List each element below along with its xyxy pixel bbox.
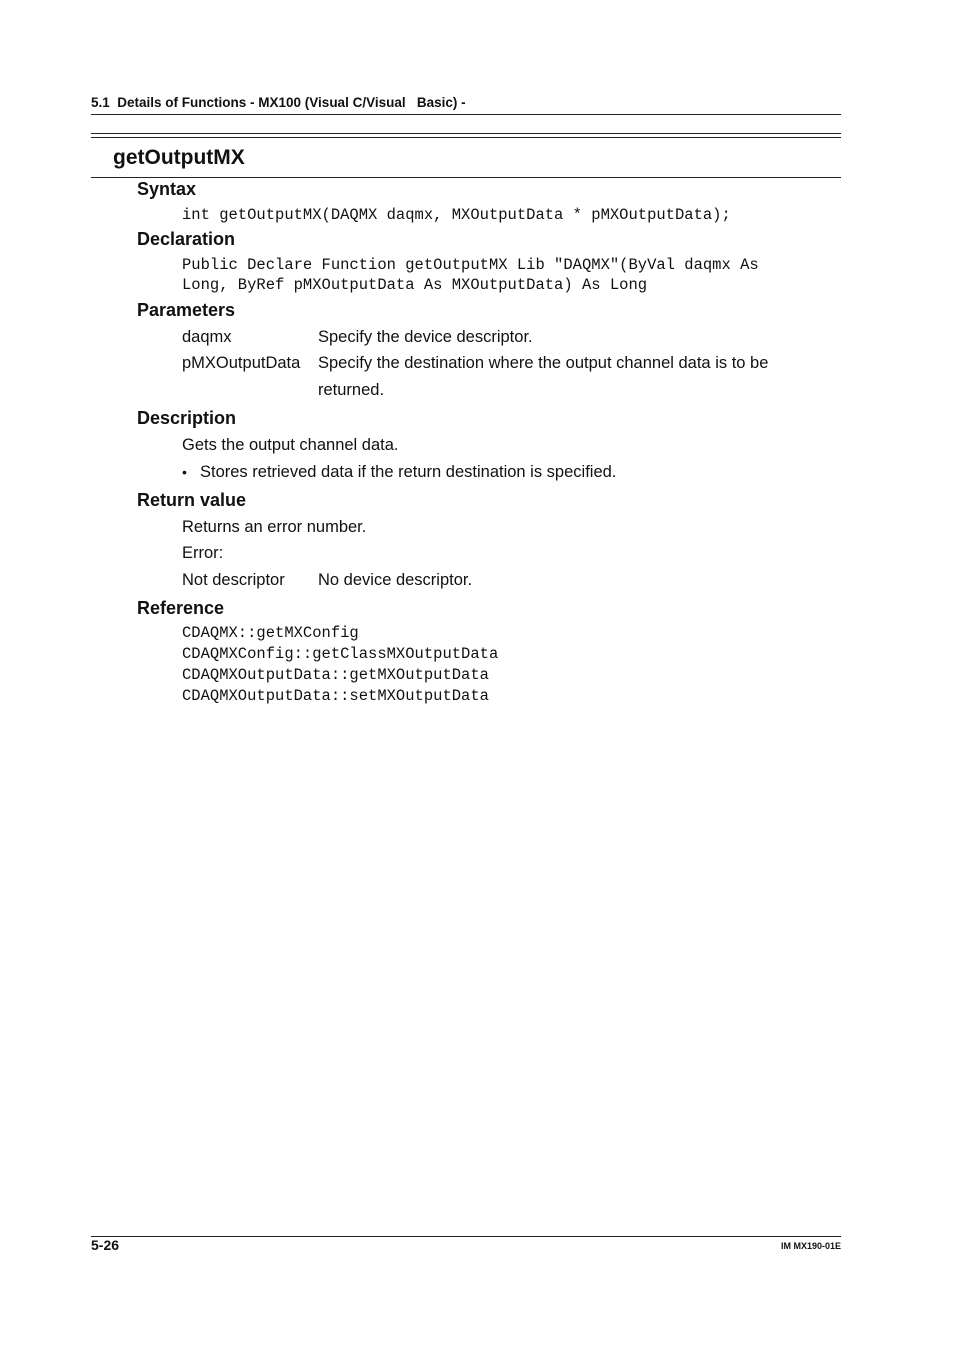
param-name: pMXOutputData — [182, 354, 301, 372]
page-number: 5-26 — [91, 1237, 120, 1253]
param-desc-continued: returned. — [318, 381, 385, 399]
error-name: Not descriptor — [182, 571, 285, 589]
reference-item: CDAQMXOutputData::getMXOutputData — [182, 666, 489, 684]
syntax-heading: Syntax — [137, 179, 197, 199]
bullet-icon: • — [182, 464, 187, 480]
description-bullet: Stores retrieved data if the return destination is specified. — [200, 463, 617, 481]
error-desc: No device descriptor. — [318, 571, 473, 589]
title-rule-bottom — [91, 177, 841, 178]
return-value-heading: Return value — [137, 490, 247, 510]
footer-rule — [91, 1236, 841, 1237]
declaration-line-1: Public Declare Function getOutputMX Lib "DAQMX"(ByVal daqmx As — [182, 256, 759, 274]
declaration-heading: Declaration — [137, 229, 236, 249]
parameters-heading: Parameters — [137, 300, 236, 320]
error-label: Error: — [182, 544, 224, 562]
title-rule-top-1 — [91, 133, 841, 134]
function-title: getOutputMX — [113, 146, 245, 169]
reference-item: CDAQMXOutputData::setMXOutputData — [182, 687, 489, 705]
param-name: daqmx — [182, 328, 232, 346]
header-rule — [91, 114, 841, 115]
description-heading: Description — [137, 408, 237, 428]
reference-item: CDAQMXConfig::getClassMXOutputData — [182, 645, 499, 663]
param-desc: Specify the destination where the output channel data is to be — [318, 354, 769, 372]
running-header: 5.1 Details of Functions - MX100 (Visual C/Visual Basic) - — [91, 95, 466, 110]
title-rule-top-2 — [91, 137, 841, 138]
reference-heading: Reference — [137, 598, 225, 618]
document-id: IM MX190-01E — [780, 1241, 841, 1251]
description-text: Gets the output channel data. — [182, 436, 399, 454]
syntax-code: int getOutputMX(DAQMX daqmx, MXOutputData * pMXOutputData); — [182, 206, 731, 224]
reference-item: CDAQMX::getMXConfig — [182, 624, 359, 642]
return-value-text: Returns an error number. — [182, 518, 367, 536]
param-desc: Specify the device descriptor. — [318, 328, 533, 346]
declaration-line-2: Long, ByRef pMXOutputData As MXOutputData) As Long — [182, 276, 648, 294]
